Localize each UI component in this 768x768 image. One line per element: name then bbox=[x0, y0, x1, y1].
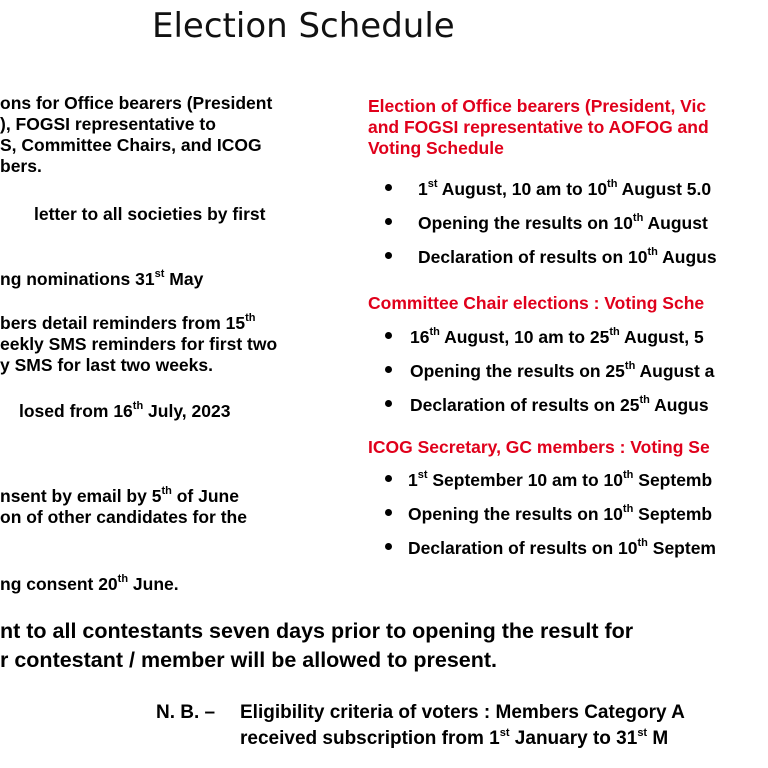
schedule-item bbox=[410, 327, 704, 348]
left-item-consent-closing bbox=[0, 574, 179, 595]
left-text: losed from 16 bbox=[19, 401, 133, 421]
superscript: st bbox=[154, 268, 165, 281]
superscript: th bbox=[609, 326, 620, 339]
left-item-closing-nominations bbox=[0, 269, 203, 290]
bottom-line: nt to all contestants seven days prior to opening the result for bbox=[0, 619, 634, 643]
bullet-icon bbox=[385, 366, 392, 373]
superscript: st bbox=[499, 726, 510, 739]
schedule-item bbox=[410, 361, 714, 382]
schedule-item bbox=[418, 247, 717, 268]
schedule-item bbox=[408, 504, 712, 525]
schedule-text: Declaration of results on 10 bbox=[408, 538, 638, 558]
left-text: ng nominations 31 bbox=[0, 269, 155, 289]
schedule-text: August a bbox=[635, 361, 715, 381]
schedule-item bbox=[418, 179, 711, 200]
nb-line bbox=[240, 726, 685, 752]
left-text: June. bbox=[128, 574, 179, 594]
superscript: th bbox=[117, 573, 129, 586]
left-item-letter bbox=[34, 204, 265, 225]
left-item-closed bbox=[19, 401, 230, 422]
left-text-line: eekly SMS reminders for first two bbox=[0, 334, 278, 354]
schedule-text: Augus bbox=[649, 395, 709, 415]
left-text: of June bbox=[171, 486, 239, 506]
bullet-icon bbox=[385, 475, 392, 482]
schedule-text: Augus bbox=[657, 247, 717, 267]
superscript: th bbox=[647, 246, 658, 259]
schedule-text: Opening the results on 10 bbox=[408, 504, 623, 524]
nb-line: Eligibility criteria of voters : Members Category A bbox=[240, 702, 685, 723]
superscript: th bbox=[622, 503, 634, 516]
bullet-icon bbox=[385, 509, 392, 516]
schedule-text: 1 bbox=[418, 179, 428, 199]
schedule-text: September 10 am to 10 bbox=[427, 470, 624, 490]
schedule-item bbox=[408, 538, 716, 559]
schedule-item bbox=[408, 470, 712, 491]
page-title: Election Schedule bbox=[152, 6, 455, 46]
schedule-text: Opening the results on 25 bbox=[410, 361, 625, 381]
left-text: ng consent 20 bbox=[0, 574, 118, 594]
bottom-line: r contestant / member will be allowed to present. bbox=[0, 648, 497, 672]
bullet-icon bbox=[385, 184, 392, 191]
left-text-line: S, Committee Chairs, and ICOG bbox=[0, 135, 262, 155]
heading-line: Election of Office bearers (President, Vic bbox=[368, 96, 707, 116]
heading-line: Voting Schedule bbox=[368, 138, 504, 158]
schedule-text: Declaration of results on 25 bbox=[410, 395, 640, 415]
superscript: th bbox=[624, 360, 636, 373]
heading-line: and FOGSI representative to AOFOG and bbox=[368, 117, 709, 137]
superscript: th bbox=[639, 394, 650, 407]
schedule-text: Declaration of results on 10 bbox=[418, 247, 648, 267]
bullet-icon bbox=[385, 543, 392, 550]
schedule-text: Septem bbox=[647, 538, 716, 558]
bottom-statement bbox=[0, 617, 633, 675]
left-text-line: bers. bbox=[0, 156, 42, 176]
left-text: July, 2023 bbox=[143, 401, 231, 421]
schedule-text: August 5.0 bbox=[617, 179, 712, 199]
nb-note bbox=[240, 700, 685, 752]
superscript: st bbox=[427, 178, 438, 191]
left-item-consent bbox=[0, 486, 247, 528]
left-text: May bbox=[164, 269, 204, 289]
left-text-line: ), FOGSI representative to bbox=[0, 114, 216, 134]
superscript: th bbox=[429, 326, 440, 339]
nb-text: January to 31 bbox=[509, 728, 638, 749]
schedule-text: August, 5 bbox=[619, 327, 704, 347]
left-text-line: y SMS for last two weeks. bbox=[0, 355, 213, 375]
schedule-text: August bbox=[643, 213, 708, 233]
superscript: th bbox=[132, 400, 144, 413]
left-text-line: on of other candidates for the bbox=[0, 507, 247, 527]
schedule-item bbox=[418, 213, 708, 234]
bullet-icon bbox=[385, 332, 392, 339]
section-heading-office-bearers bbox=[368, 96, 709, 159]
schedule-item bbox=[410, 395, 709, 416]
superscript: th bbox=[632, 212, 644, 225]
left-text: bers detail reminders from 15 bbox=[0, 313, 246, 333]
bullet-icon bbox=[385, 218, 392, 225]
schedule-text: Opening the results on 10 bbox=[418, 213, 633, 233]
nb-text: M bbox=[647, 728, 669, 749]
left-text-line: ons for Office bearers (President bbox=[0, 93, 273, 113]
nb-text: received subscription from 1 bbox=[240, 728, 500, 749]
schedule-text: August, 10 am to 10 bbox=[437, 179, 608, 199]
schedule-text: Septemb bbox=[633, 470, 713, 490]
left-text: nsent by email by 5 bbox=[0, 486, 162, 506]
schedule-text: 1 bbox=[408, 470, 418, 490]
superscript: th bbox=[607, 178, 618, 191]
schedule-text: 16 bbox=[410, 327, 430, 347]
superscript: st bbox=[637, 726, 648, 739]
left-item-reminders bbox=[0, 313, 277, 376]
bullet-icon bbox=[385, 252, 392, 259]
superscript: th bbox=[623, 469, 634, 482]
left-text-line: letter to all societies by first bbox=[34, 204, 266, 224]
superscript: st bbox=[417, 469, 428, 482]
superscript: th bbox=[161, 485, 172, 498]
section-heading-icog: ICOG Secretary, GC members : Voting Se bbox=[368, 437, 710, 457]
section-heading-committee-chair: Committee Chair elections : Voting Sche bbox=[368, 293, 705, 313]
nb-label: N. B. – bbox=[156, 702, 216, 723]
superscript: th bbox=[637, 537, 648, 550]
schedule-text: Septemb bbox=[633, 504, 713, 524]
schedule-text: August, 10 am to 25 bbox=[439, 327, 610, 347]
bullet-icon bbox=[385, 400, 392, 407]
left-item-nominations bbox=[0, 93, 272, 177]
superscript: th bbox=[245, 312, 256, 325]
